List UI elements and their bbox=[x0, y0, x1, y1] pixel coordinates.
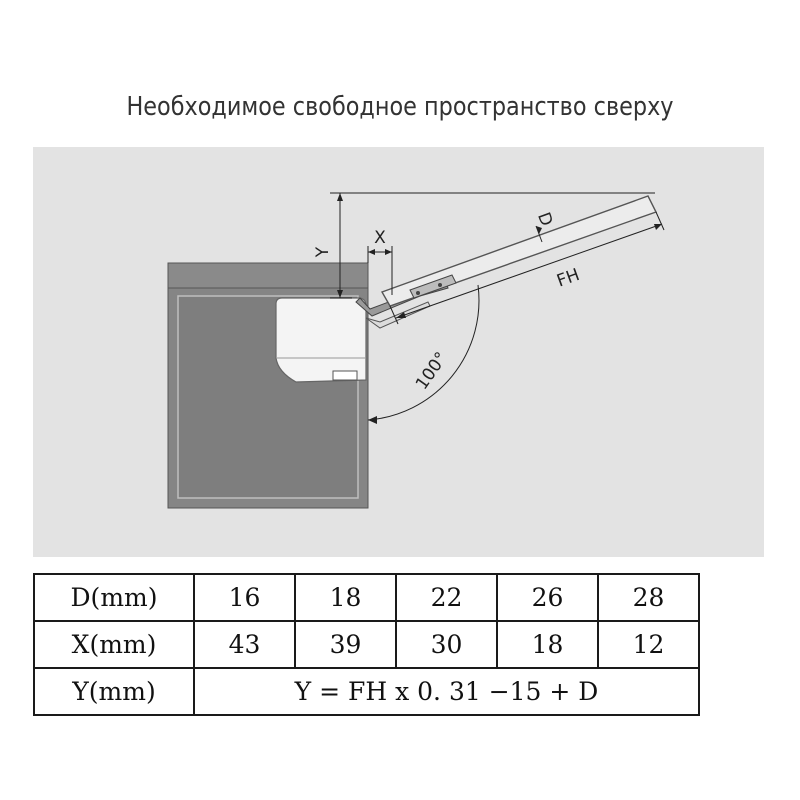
table-cell: 26 bbox=[497, 574, 598, 621]
y-arrow-top bbox=[337, 193, 343, 201]
table-row-y bbox=[34, 668, 699, 715]
fh-dimension-line bbox=[396, 224, 662, 318]
cabinet-top-panel bbox=[168, 263, 368, 288]
angle-label: 100° bbox=[411, 348, 452, 394]
hinge-screw bbox=[438, 283, 442, 287]
mechanism-housing bbox=[276, 298, 366, 382]
table-cell: 12 bbox=[598, 621, 699, 668]
fh-label: FH bbox=[554, 265, 583, 292]
table-cell: 22 bbox=[396, 574, 497, 621]
table-cell: 16 bbox=[194, 574, 295, 621]
mechanism-button bbox=[333, 371, 357, 380]
table-cell: 18 bbox=[497, 621, 598, 668]
row-header-d: D(mm) bbox=[34, 574, 194, 621]
page-title: Необходимое свободное пространство сверху bbox=[126, 92, 674, 122]
row-header-y: Y(mm) bbox=[34, 668, 194, 715]
table-cell: 30 bbox=[396, 621, 497, 668]
x-label: X bbox=[374, 228, 386, 248]
y-label: Y bbox=[313, 246, 333, 258]
x-arrow-right bbox=[385, 249, 392, 255]
table-cell: 18 bbox=[295, 574, 396, 621]
x-arrow-left bbox=[368, 249, 375, 255]
dimensions-table bbox=[33, 573, 700, 716]
table-cell: 28 bbox=[598, 574, 699, 621]
angle-arrow-end bbox=[368, 416, 377, 424]
row-header-x: X(mm) bbox=[34, 621, 194, 668]
fh-arrow-top bbox=[654, 224, 662, 230]
table-row-x bbox=[34, 621, 699, 668]
y-formula-cell: Y = FH x 0. 31 −15 + D bbox=[194, 668, 699, 715]
d-label: D bbox=[533, 209, 557, 229]
hinge-screw bbox=[416, 291, 420, 295]
table-cell: 43 bbox=[194, 621, 295, 668]
table-cell: 39 bbox=[295, 621, 396, 668]
table-row-d bbox=[34, 574, 699, 621]
